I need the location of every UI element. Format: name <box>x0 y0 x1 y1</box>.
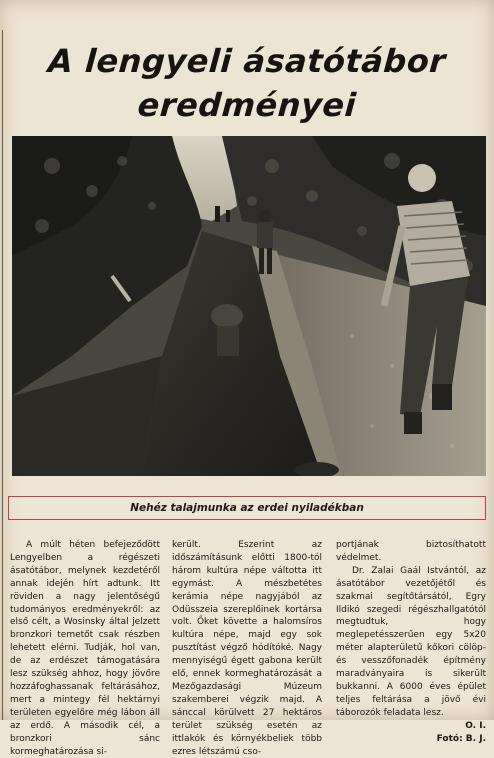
paragraph: került. Eszerint az időszámításunk előtti 1800-tól három kultúra népe váltotta itt egymást. A mészbetétes kerámia népe nagyjából az Odüsszeia szereplőinek kortársa volt. Őket követte a halomsíros kultúra népe, majd egy sok pusztítást végző hódítóké. Nagy mennyiségű égett gabona került elő, ennek kormeghatározását a Mezőgazdasági Múzeum szakemberei végzik majd. A sánccal körülvett 27 hektáros terület szükség esetén az ittlakók és környékbeliek több ezres létszámú cso- <box>172 540 322 757</box>
text-column-2 <box>172 539 322 758</box>
paragraph: A múlt héten befejeződött Lengyelben a régészeti ásatótábor, melynek kezdetéről annak idején hírt adtunk. Itt röviden a nagy jelentőségű tudományos eredményekről: az első célt, a Wosinsky által jelzett bronzkori temetőt csak részben lehetett elérni. Tudják, hol van, de az erdészet támogatására lesz szükség ahhoz, hogy jövőre hozzáfoghassanak feltárásához, mert a mintegy fél hektárnyi területen egyelőre még lábon áll az erdő. A második cél, a bronzkori sánc kormeghatározása si- <box>10 540 160 757</box>
article-title-line2: eredményei <box>136 86 358 124</box>
column-rule <box>2 30 3 720</box>
photo-credit: Fotó: B. J. <box>436 733 486 744</box>
excavation-photo <box>12 136 486 476</box>
paragraph: portjának biztosíthatott védelmet. <box>336 540 486 563</box>
photo-caption: Nehéz talajmunka az erdei nyiladékban <box>130 502 364 514</box>
photo-caption-box <box>8 496 486 520</box>
text-column-1 <box>10 539 160 758</box>
text-column-3 <box>336 539 486 746</box>
paragraph: Dr. Zalai Gaál Istvántól, az ásatótábor vezetőjétől és szakmai segítőtársától, Egry Ildikó szegedi régészhallgatótól megtudtuk, hogy meglepetésszerűen egy 5x20 méter alapterületű kőkori cölöp- és vesszőfonadék építmény maradványaira is sikerült bukkanni. A 6000 éves épület teljes feltárása a jövő évi táborozók feladata lesz. <box>336 565 486 718</box>
article-title-line1: A lengyeli ásatótábor <box>46 42 448 80</box>
author-signature: O. I. <box>465 720 486 731</box>
